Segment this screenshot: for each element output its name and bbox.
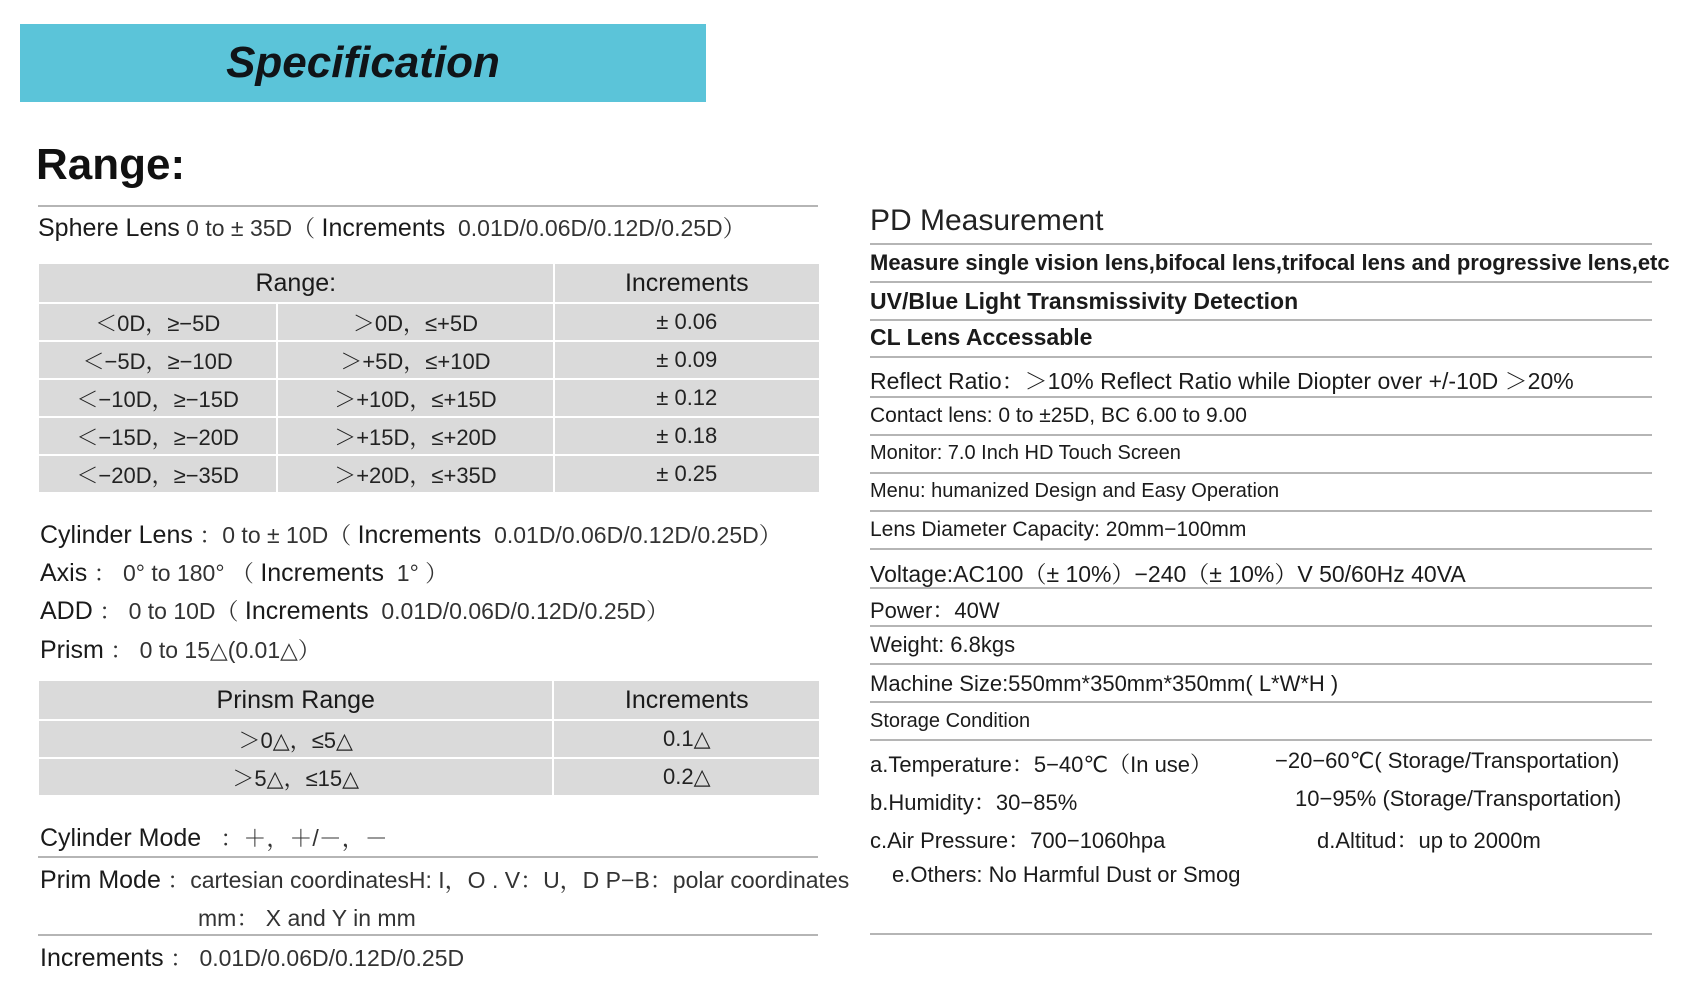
spec-contact-lens: Contact lens: 0 to ±25D, BC 6.00 to 9.00: [870, 404, 1247, 427]
increment-cell: ± 0.06: [554, 303, 820, 341]
increment-cell: 0.1△: [553, 720, 820, 758]
divider: [38, 856, 818, 858]
add-row: [40, 593, 669, 626]
prism-range-cell: ＞0△，≤5△: [38, 720, 553, 758]
pos-range-cell: ＞+10D，≤+15D: [277, 379, 553, 417]
axis-row: [40, 555, 448, 588]
table-row: [38, 720, 820, 758]
prism-range-header: Prinsm Range: [38, 680, 553, 720]
range-header: Range:: [38, 263, 554, 303]
divider: [870, 472, 1652, 474]
sphere-lens-label: Sphere Lens: [38, 214, 180, 242]
add-label: ADD: [40, 597, 93, 625]
add-increments-label: Increments: [244, 597, 369, 625]
spec-measure-lens: Measure single vision lens,bifocal lens,trifocal lens and progressive lens,etc: [870, 250, 1670, 275]
increment-cell: 0.2△: [553, 758, 820, 796]
divider: [38, 205, 818, 207]
divider: [870, 510, 1652, 512]
prim-mode-label: Prim Mode: [40, 866, 161, 894]
cylinder-mode-label: Cylinder Mode: [40, 824, 202, 852]
table-row: [38, 379, 820, 417]
increments-header: Increments: [554, 263, 820, 303]
spec-power: Power：40W: [870, 598, 1000, 623]
divider: [870, 933, 1652, 935]
neg-range-cell: ＜−10D，≥−15D: [38, 379, 277, 417]
cylinder-lens-label: Cylinder Lens: [40, 521, 193, 549]
add-range: ： 0 to 10D（: [99, 598, 239, 624]
spec-uv-detection: UV/Blue Light Transmissivity Detection: [870, 288, 1299, 314]
pos-range-cell: ＞+5D，≤+10D: [277, 341, 553, 379]
spec-cl-lens: CL Lens Accessable: [870, 324, 1093, 350]
spec-weight: Weight: 6.8kgs: [870, 632, 1016, 657]
divider: [870, 625, 1652, 627]
prism-range-cell: ＞5△，≤15△: [38, 758, 553, 796]
increment-cell: ± 0.09: [554, 341, 820, 379]
pd-measurement-title: PD Measurement: [870, 204, 1104, 237]
increment-cell: ± 0.25: [554, 455, 820, 493]
prim-mode-mm-prefix: mm：: [198, 905, 260, 931]
storage-temperature-row: [870, 748, 1652, 779]
storage-temperature-in-use: a.Temperature：5−40℃（In use）: [870, 752, 1213, 777]
divider: [870, 396, 1652, 398]
divider: [870, 739, 1652, 741]
spec-monitor: Monitor: 7.0 Inch HD Touch Screen: [870, 442, 1181, 464]
divider: [870, 663, 1652, 665]
axis-label: Axis: [40, 559, 88, 587]
sphere-range-table: [37, 262, 821, 494]
prim-mode-xy: X and Y in mm: [265, 905, 416, 931]
storage-air-pressure-row: [870, 824, 1652, 855]
spec-storage-condition: Storage Condition: [870, 710, 1031, 732]
cylinder-mode-value: ：＋，＋/－，－: [220, 825, 388, 851]
axis-range: ： 0° to 180° （: [93, 560, 254, 586]
increments-row: [40, 940, 464, 973]
prim-mode-value: ：cartesian coordinatesH: I，O . V：U，D P−B：: [167, 867, 673, 893]
storage-others: e.Others: No Harmful Dust or Smog: [892, 862, 1241, 887]
pos-range-cell: ＞+15D，≤+20D: [277, 417, 553, 455]
increments-label: Increments: [40, 944, 164, 972]
divider: [870, 356, 1652, 358]
storage-humidity-row: [870, 786, 1652, 817]
table-header-row: [38, 263, 820, 303]
cylinder-lens-row: [40, 517, 782, 550]
prim-mode-polar: polar coordinates: [672, 867, 850, 893]
table-row: [38, 417, 820, 455]
divider: [870, 701, 1652, 703]
cylinder-increments-values: 0.01D/0.06D/0.12D/0.25D）: [494, 522, 782, 548]
divider: [870, 319, 1652, 321]
sphere-lens-range: 0 to ± 35D（: [186, 215, 316, 241]
divider: [870, 587, 1652, 589]
increment-cell: ± 0.12: [554, 379, 820, 417]
sphere-increments-values: 0.01D/0.06D/0.12D/0.25D）: [457, 215, 746, 241]
cylinder-mode-row: [40, 820, 388, 853]
storage-temperature-storage: −20−60℃( Storage/Transportation): [1275, 748, 1620, 773]
table-row: [38, 303, 820, 341]
storage-air-pressure: c.Air Pressure：700−1060hpa: [870, 828, 1166, 853]
divider: [870, 548, 1652, 550]
neg-range-cell: ＜−5D，≥−10D: [38, 341, 277, 379]
prism-label: Prism: [40, 636, 104, 664]
spec-menu: Menu: humanized Design and Easy Operation: [870, 480, 1280, 502]
cylinder-increments-label: Increments: [357, 521, 482, 549]
pos-range-cell: ＞0D，≤+5D: [277, 303, 553, 341]
cylinder-lens-range: ：0 to ± 10D（: [199, 522, 352, 548]
divider: [870, 281, 1652, 283]
prism-range: ： 0 to 15△(0.01△）: [110, 637, 321, 663]
table-row: [38, 455, 820, 493]
spec-reflect-ratio: Reflect Ratio：＞10% Reflect Ratio while Diopter over +/-10D ＞20%: [870, 368, 1574, 394]
divider: [870, 434, 1652, 436]
specification-banner: [20, 24, 706, 102]
sphere-increments-label: Increments: [321, 214, 446, 242]
spec-lens-diameter: Lens Diameter Capacity: 20mm−100mm: [870, 518, 1247, 541]
storage-altitude: d.Altitud：up to 2000m: [1317, 828, 1541, 853]
divider: [38, 934, 818, 936]
table-row: [38, 341, 820, 379]
neg-range-cell: ＜−15D，≥−20D: [38, 417, 277, 455]
prism-row: [40, 632, 321, 665]
storage-humidity-in-use: b.Humidity：30−85%: [870, 790, 1078, 815]
increments-value: ： 0.01D/0.06D/0.12D/0.25D: [170, 945, 465, 971]
prim-mode-row: [40, 862, 849, 895]
spec-machine-size: Machine Size:550mm*350mm*350mm( L*W*H ): [870, 671, 1339, 696]
storage-humidity-storage: 10−95% (Storage/Transportation): [1295, 786, 1622, 811]
sphere-lens-row: [38, 210, 746, 243]
increments-header: Increments: [553, 680, 820, 720]
increment-cell: ± 0.18: [554, 417, 820, 455]
neg-range-cell: ＜−20D，≥−35D: [38, 455, 277, 493]
prism-range-table: [37, 679, 821, 797]
prim-mode-row-2: [198, 900, 416, 933]
add-increments-values: 0.01D/0.06D/0.12D/0.25D）: [381, 598, 670, 624]
spec-voltage: Voltage:AC100（± 10%）−240（± 10%）V 50/60Hz 40VA: [870, 561, 1466, 587]
neg-range-cell: ＜0D，≥−5D: [38, 303, 277, 341]
range-heading: Range:: [36, 140, 186, 189]
axis-increments-label: Increments: [260, 559, 384, 587]
divider: [870, 243, 1652, 245]
table-header-row: [38, 680, 820, 720]
table-row: [38, 758, 820, 796]
banner-title: Specification: [226, 38, 500, 87]
pos-range-cell: ＞+20D，≤+35D: [277, 455, 553, 493]
axis-increments-values: 1° ）: [396, 560, 449, 586]
